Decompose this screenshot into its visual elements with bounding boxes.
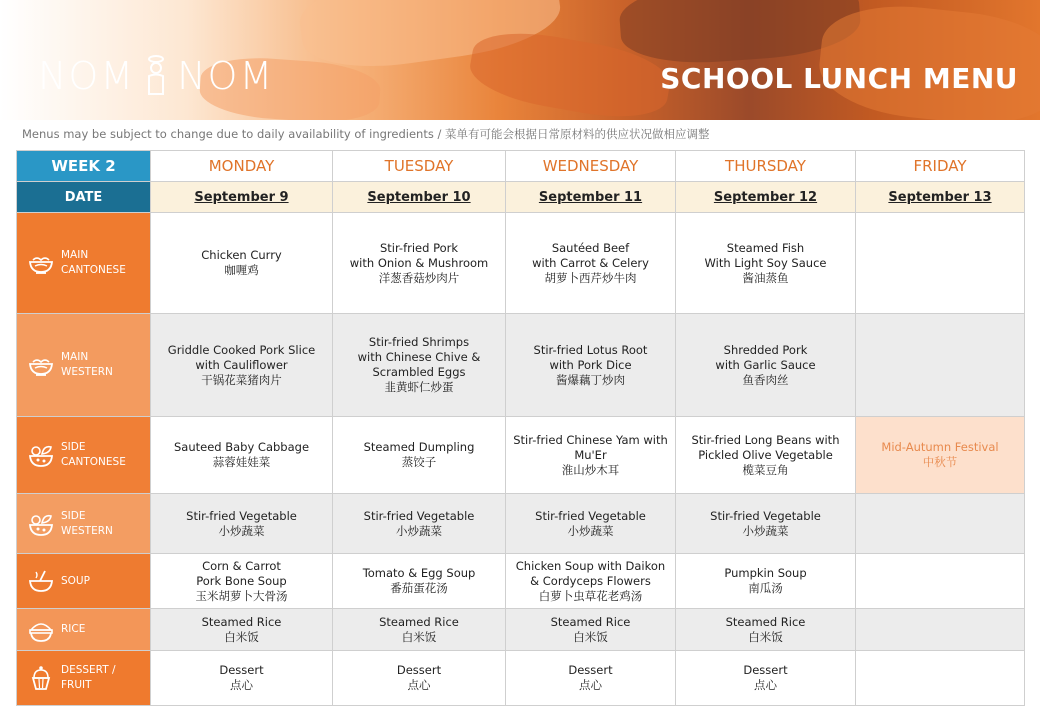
dish-text-line: 白米饭 [224,629,259,644]
dish-text-line: 小炒蔬菜 [742,523,789,538]
dish-text-line: Steamed Rice [379,614,459,629]
day-wednesday: WEDNESDAY [506,151,676,182]
dish-text-line: & Cordyceps Flowers [530,573,651,588]
dish-text-line: Dessert [396,663,442,677]
category-label-line: FRUIT [61,679,92,691]
date-text: September 11 [538,189,643,205]
dish-text-line: Steamed Rice [550,614,631,629]
dish-text-line: with Pork Dice [549,357,632,372]
dish-text-line: with Cauliflower [195,357,288,372]
category-label [61,248,126,278]
dish-text-line: 韭黄虾仁炒蛋 [384,380,454,394]
dish-cell-thursday [676,651,856,706]
dish-cell-monday [151,609,333,651]
category-label-line: CANTONESE [61,264,126,276]
dish-cell-monday [151,554,333,609]
dish-cell-tuesday [333,609,506,651]
dish-text-line: 胡萝卜西芹炒牛肉 [544,270,637,285]
dish-cell-friday [856,609,1025,651]
dish-text-line: Mu'Er [574,447,607,462]
dish-text-line: 白米饭 [401,629,437,644]
dish-text-line: 酱爆藕丁炒肉 [556,372,625,387]
dish-cell-friday [856,494,1025,554]
category-label-line: SIDE [61,509,86,522]
dish-text-line: Chicken Soup with Daikon [515,558,666,573]
date-monday [151,182,333,213]
menu-row [17,213,1025,314]
dish-cell-thursday [676,609,856,651]
dish-text-line: 洋葱香菇炒肉片 [378,270,460,285]
dish-text-line: 中秋节 [922,455,958,469]
dish-cell-thursday [676,417,856,494]
dish-text-line: Steamed Rice [725,614,806,629]
dish-text-line: with Carrot & Celery [532,255,649,270]
logo-text-left: NOM [38,54,136,98]
dish-cell-friday [856,651,1025,706]
category-label-line: SOUP [61,574,90,587]
category-label [61,622,85,637]
dish-text-line: Griddle Cooked Pork Slice [167,342,316,357]
day-header-row [17,151,1025,182]
dish-text-line: with Chinese Chive & [357,350,481,364]
dish-cell-monday [151,651,333,706]
date-text: September 9 [194,189,289,205]
date-text: September 10 [367,189,471,205]
dish-cell-monday [151,213,333,314]
day-tuesday: TUESDAY [333,151,506,182]
menu-row [17,314,1025,417]
date-thursday [676,182,856,213]
menu-row [17,609,1025,651]
dish-text-line: Dessert [568,663,613,677]
noodle-bowl-icon [27,250,55,276]
chef-figure-icon [143,54,169,98]
dish-text-line: With Light Soy Sauce [704,255,827,270]
dish-text-line: Dessert [219,663,264,677]
category-label-line: WESTERN [61,524,113,537]
dish-text-line: with Onion & Mushroom [349,255,489,270]
dish-text-line: Chicken Curry [201,248,282,262]
category-cell [17,494,151,554]
dish-text-line: Sautéed Beef [551,240,630,255]
dish-text-line: 蒸饺子 [401,455,437,469]
category-cell [17,609,151,651]
category-label [61,440,126,470]
category-cell [17,554,151,609]
dish-text-line: 白米饭 [573,629,608,644]
category-label-line: WESTERN [61,366,113,378]
date-row [17,182,1025,213]
dish-text-line: 点心 [579,678,602,692]
category-cell [17,213,151,314]
date-text: September 13 [888,189,992,205]
dish-text-line: Shredded Pork [723,342,808,357]
dish-cell-wednesday [506,213,676,314]
dish-text-line: Stir-fried Lotus Root [533,342,648,357]
dish-text-line: Stir-fried Vegetable [535,508,646,523]
dish-text-line: Pickled Olive Vegetable [698,447,833,462]
dish-cell-tuesday [333,494,506,554]
dish-cell-tuesday [333,417,506,494]
dish-cell-monday [151,314,333,417]
dish-cell-thursday [676,213,856,314]
dish-text-line: Stir-fried Chinese Yam with [513,432,668,447]
menu-row [17,494,1025,554]
dish-text-line: 白萝卜虫草花老鸡汤 [538,588,643,603]
category-label [61,509,113,539]
lunch-menu-table [16,150,1025,706]
date-friday [856,182,1025,213]
header-banner [0,0,1040,120]
dish-cell-tuesday [333,651,506,706]
dish-text-line: 点心 [230,678,253,692]
category-label-line: DESSERT / [61,664,116,676]
vegetable-bowl-icon [27,511,55,537]
category-label [61,350,113,380]
rice-bowl-icon [27,617,55,643]
category-cell [17,314,151,417]
day-friday: FRIDAY [856,151,1025,182]
dish-cell-monday [151,494,333,554]
dish-cell-tuesday [333,554,506,609]
category-cell [17,417,151,494]
dish-text-line: 小炒蔬菜 [396,523,442,538]
dish-cell-wednesday [506,554,676,609]
date-wednesday [506,182,676,213]
dish-text-line: 番茄蛋花汤 [390,581,448,595]
vegetable-bowl-icon [27,442,55,468]
dish-text-line: Stir-fried Vegetable [186,508,297,523]
noodle-bowl-icon [27,352,55,378]
dish-text-line: Tomato & Egg Soup [362,566,476,580]
dish-text-line: Stir-fried Vegetable [710,508,821,523]
dish-text-line: Corn & Carrot [202,558,281,573]
category-label-line: SIDE [61,441,86,453]
dish-text-line: Steamed Rice [201,614,282,629]
dish-cell-wednesday [506,314,676,417]
dish-text-line: 玉米胡萝卜大骨汤 [195,588,288,603]
dish-cell-wednesday [506,609,676,651]
dish-cell-friday [856,213,1025,314]
logo-text-right: NOM [177,54,275,98]
day-monday: MONDAY [151,151,333,182]
week-label: WEEK 2 [17,151,151,182]
dish-cell-monday [151,417,333,494]
dish-text-line: Stir-fried Vegetable [363,508,475,523]
date-tuesday [333,182,506,213]
dish-cell-thursday [676,314,856,417]
date-text: September 12 [713,189,818,205]
date-label: DATE [17,182,151,213]
dish-cell-friday [856,314,1025,417]
cupcake-icon [27,665,55,691]
dish-text-line: Scrambled Eggs [372,365,466,379]
dish-cell-wednesday [506,494,676,554]
dish-cell-friday [856,554,1025,609]
category-cell [17,651,151,706]
dish-cell-thursday [676,554,856,609]
dish-text-line: 点心 [407,678,431,692]
category-label-line: CANTONESE [61,456,126,468]
dish-cell-wednesday [506,651,676,706]
menu-row [17,651,1025,706]
dish-cell-thursday [676,494,856,554]
dish-text-line: Stir-fried Pork [379,240,459,255]
dish-text-line: 咖喱鸡 [224,263,259,277]
dish-text-line: Pumpkin Soup [724,566,807,580]
category-label [61,574,90,589]
dish-text-line: with Garlic Sauce [715,357,816,372]
category-label-line: RICE [61,623,86,635]
dish-text-line: 点心 [754,678,777,692]
category-label-line: MAIN [61,249,89,261]
dish-text-line: 南瓜汤 [748,581,783,595]
dish-text-line: Pork Bone Soup [196,573,287,588]
brand-logo [38,52,274,100]
day-thursday: THURSDAY [676,151,856,182]
dish-text-line: 蒜蓉娃娃菜 [212,455,271,469]
dish-cell-friday [856,417,1025,494]
dish-text-line: 白米饭 [748,629,783,644]
category-label [61,663,116,693]
dish-text-line: 榄菜豆角 [742,462,789,477]
dish-text-line: Stir-fried Long Beans with [691,432,840,447]
dish-text-line: Sauteed Baby Cabbage [173,440,310,454]
dish-text-line: Dessert [743,663,788,677]
soup-bowl-icon [27,568,55,594]
menu-row [17,417,1025,494]
dish-cell-tuesday [333,314,506,417]
dish-text-line: 淮山炒木耳 [561,462,620,477]
page-title: SCHOOL LUNCH MENU [660,62,1018,95]
dish-cell-wednesday [506,417,676,494]
dish-text-line: Steamed Fish [726,240,805,255]
dish-text-line: 小炒蔬菜 [567,523,614,538]
availability-note: Menus may be subject to change due to daily availability of ingredients / 菜单有可能会根据日常原材料的供应状况做相应调整 [22,127,710,141]
dish-text-line: Steamed Dumpling [363,440,475,454]
dish-text-line: 鱼香肉丝 [742,372,789,387]
dish-cell-tuesday [333,213,506,314]
dish-text-line: 酱油蒸鱼 [742,270,789,285]
dish-text-line: Stir-fried Shrimps [368,335,470,349]
menu-row [17,554,1025,609]
dish-text-line: 小炒蔬菜 [218,523,265,538]
category-label-line: MAIN [61,351,89,363]
dish-text-line: Mid-Autumn Festival [881,440,999,454]
dish-text-line: 干锅花菜猪肉片 [201,372,282,387]
